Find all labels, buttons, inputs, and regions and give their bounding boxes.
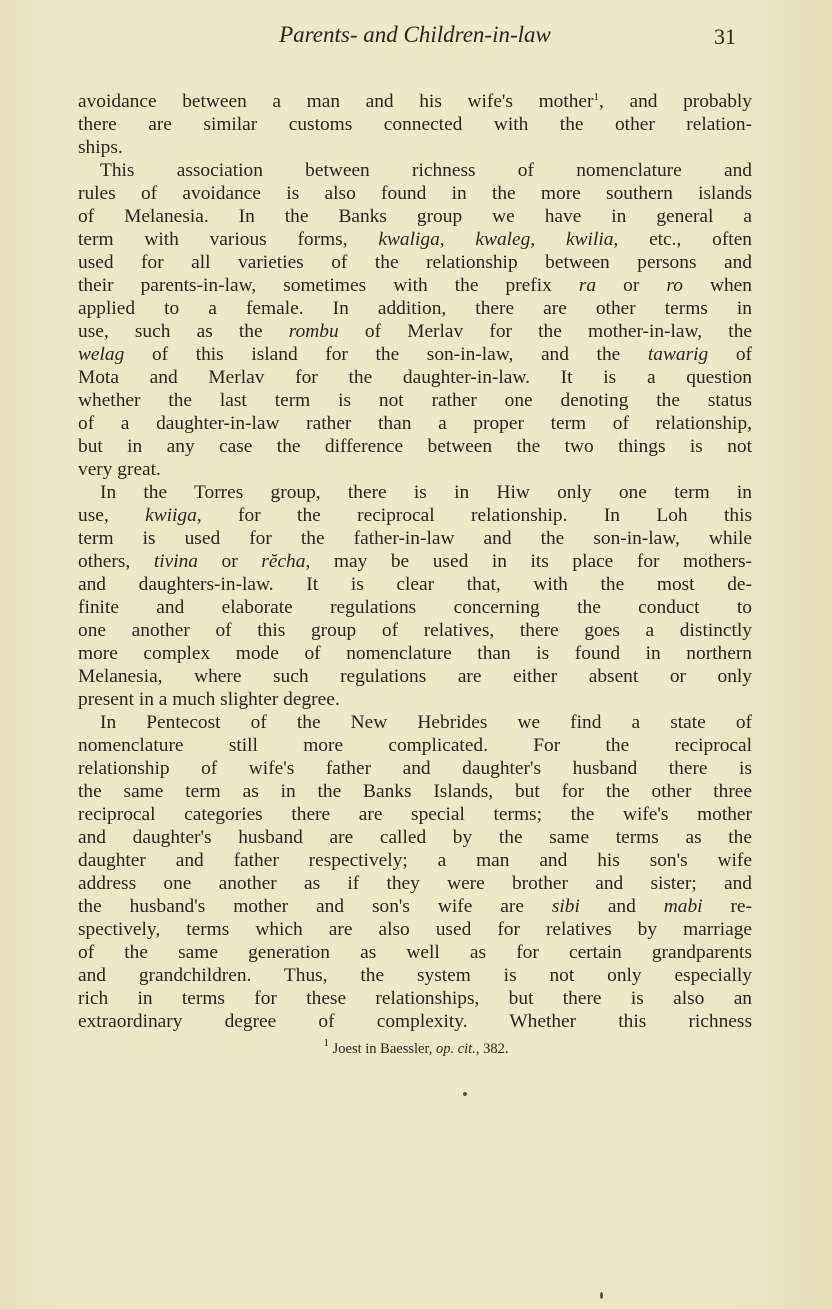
italic-term: kwilia	[566, 229, 614, 250]
italic-term: ra	[578, 275, 597, 296]
italic-term: welag	[78, 344, 125, 365]
text-line	[78, 688, 752, 711]
text-run: or	[596, 275, 667, 296]
text-run: address one another as if they were brother and sister; and	[78, 873, 752, 894]
text-run: applied to a female. In addition, there are other terms in	[78, 298, 752, 319]
text-run: reciprocal categories there are special terms; the wife's mother	[78, 804, 752, 825]
text-line	[78, 527, 752, 550]
italic-term: rombu	[288, 321, 339, 342]
text-run: , etc., often	[613, 229, 752, 250]
text-run: , may be used in its place for mothers-	[305, 551, 752, 572]
text-line	[78, 757, 752, 780]
text-run: others,	[78, 551, 154, 572]
text-run: of the same generation as well as for certain grandparents	[78, 942, 752, 963]
text-run: very great.	[78, 459, 161, 480]
text-run: but in any case the difference between the two things is not	[78, 436, 752, 457]
italic-term: kwaleg	[475, 229, 531, 250]
text-run: used for all varieties of the relationship between persons and	[78, 252, 752, 273]
page-number: 31	[714, 24, 736, 49]
text-line	[78, 803, 752, 826]
text-line	[78, 90, 752, 113]
text-line	[78, 251, 752, 274]
text-run: of	[708, 344, 752, 365]
footnote-text: Joest in Baessler,	[329, 1041, 436, 1057]
text-run: term with various forms,	[78, 229, 379, 250]
text-run: In Pentecost of the New Hebrides we find a state of	[100, 712, 752, 733]
text-run: one another of this group of relatives, there goes a distinctly	[78, 620, 752, 641]
text-run: of Melanesia. In the Banks group we have in general a	[78, 206, 752, 227]
italic-term: tawarig	[647, 344, 709, 365]
text-line	[78, 366, 752, 389]
text-line	[78, 389, 752, 412]
text-run: , for the reciprocal relationship. In Loh this	[196, 505, 752, 526]
text-line	[78, 159, 752, 182]
text-run: whether the last term is not rather one denoting the status	[78, 390, 752, 411]
text-line	[78, 941, 752, 964]
text-line	[78, 228, 752, 251]
text-run: daughter and father respectively; a man and his son's wife	[78, 850, 752, 871]
text-line	[78, 849, 752, 872]
text-run: and daughters-in-law. It is clear that, with the most de-	[78, 574, 752, 595]
text-run: , and probably	[599, 91, 752, 112]
footnote-text-end: , 382.	[475, 1041, 509, 1057]
footnote-marker: 1	[323, 1037, 330, 1049]
text-line	[78, 826, 752, 849]
text-run: when	[682, 275, 752, 296]
italic-term: ro	[666, 275, 683, 296]
text-line	[78, 274, 752, 297]
text-line	[78, 550, 752, 573]
text-line	[78, 320, 752, 343]
text-line	[78, 665, 752, 688]
text-run: finite and elaborate regulations concerning the conduct to	[78, 597, 752, 618]
italic-term: rĕcha	[261, 551, 306, 572]
text-line	[78, 435, 752, 458]
text-run: Mota and Merlav for the daughter-in-law. It is a question	[78, 367, 752, 388]
text-run: nomenclature still more complicated. For the reciprocal	[78, 735, 752, 756]
text-run: ,	[439, 229, 476, 250]
footnote-reference: 1	[593, 91, 599, 103]
text-run: more complex mode of nomenclature than is found in northern	[78, 643, 752, 664]
text-run: use,	[78, 505, 146, 526]
text-line	[78, 113, 752, 136]
text-line	[78, 297, 752, 320]
text-run: ships.	[78, 137, 123, 158]
text-run: and grandchildren. Thus, the system is not only especially	[78, 965, 752, 986]
text-run: re-	[702, 896, 752, 917]
text-line	[78, 205, 752, 228]
text-run: of a daughter-in-law rather than a proper term of relationship,	[78, 413, 752, 434]
text-run: Melanesia, where such regulations are either absent or only	[78, 666, 752, 687]
text-line	[78, 136, 752, 159]
text-line	[78, 895, 752, 918]
body-text	[78, 90, 752, 1033]
text-line	[78, 642, 752, 665]
text-run: extraordinary degree of complexity. Whether this richness	[78, 1011, 752, 1032]
text-line	[78, 872, 752, 895]
text-line	[78, 182, 752, 205]
italic-term: tivina	[153, 551, 198, 572]
text-line	[78, 481, 752, 504]
text-run: and	[579, 896, 664, 917]
italic-term: kwaliga	[378, 229, 440, 250]
text-line	[78, 458, 752, 481]
text-run: This association between richness of nomenclature and	[100, 160, 752, 181]
scan-speck	[463, 1092, 467, 1096]
text-run: term is used for the father-in-law and the son-in-law, while	[78, 528, 752, 549]
text-run: of Merlav for the mother-in-law, the	[338, 321, 752, 342]
text-line	[78, 343, 752, 366]
footnote	[0, 1037, 832, 1058]
text-line	[78, 711, 752, 734]
italic-term: mabi	[663, 896, 703, 917]
text-run: present in a much slighter degree.	[78, 689, 340, 710]
text-run: In the Torres group, there is in Hiw only one term in	[100, 482, 752, 503]
text-run: the husband's mother and son's wife are	[78, 896, 552, 917]
text-line	[78, 504, 752, 527]
text-run: rules of avoidance is also found in the more southern islands	[78, 183, 752, 204]
text-run: relationship of wife's father and daughter's husband there is	[78, 758, 752, 779]
text-line	[78, 573, 752, 596]
text-line	[78, 734, 752, 757]
text-line	[78, 780, 752, 803]
text-run: spectively, terms which are also used for relatives by marriage	[78, 919, 752, 940]
italic-term: sibi	[551, 896, 580, 917]
text-run: rich in terms for these relationships, but there is also an	[78, 988, 752, 1009]
text-run: use, such as the	[78, 321, 289, 342]
text-run: or	[197, 551, 262, 572]
text-run: their parents-in-law, sometimes with the prefix	[78, 275, 579, 296]
running-header	[78, 22, 752, 52]
text-run: of this island for the son-in-law, and the	[124, 344, 648, 365]
text-run: and daughter's husband are called by the same terms as the	[78, 827, 752, 848]
text-run: avoidance between a man and his wife's mother	[78, 91, 594, 112]
text-line	[78, 964, 752, 987]
text-line	[78, 987, 752, 1010]
text-line	[78, 619, 752, 642]
text-line	[78, 412, 752, 435]
footnote-italic: op. cit.	[435, 1041, 476, 1057]
text-run: ,	[530, 229, 567, 250]
text-line	[78, 596, 752, 619]
italic-term: kwiiga	[145, 505, 197, 526]
text-line	[78, 918, 752, 941]
text-line	[78, 1010, 752, 1033]
text-run: there are similar customs connected with the other relation-	[78, 114, 752, 135]
running-title: Parents- and Children-in-law	[279, 22, 551, 47]
scan-speck	[600, 1292, 603, 1299]
text-run: the same term as in the Banks Islands, but for the other three	[78, 781, 752, 802]
